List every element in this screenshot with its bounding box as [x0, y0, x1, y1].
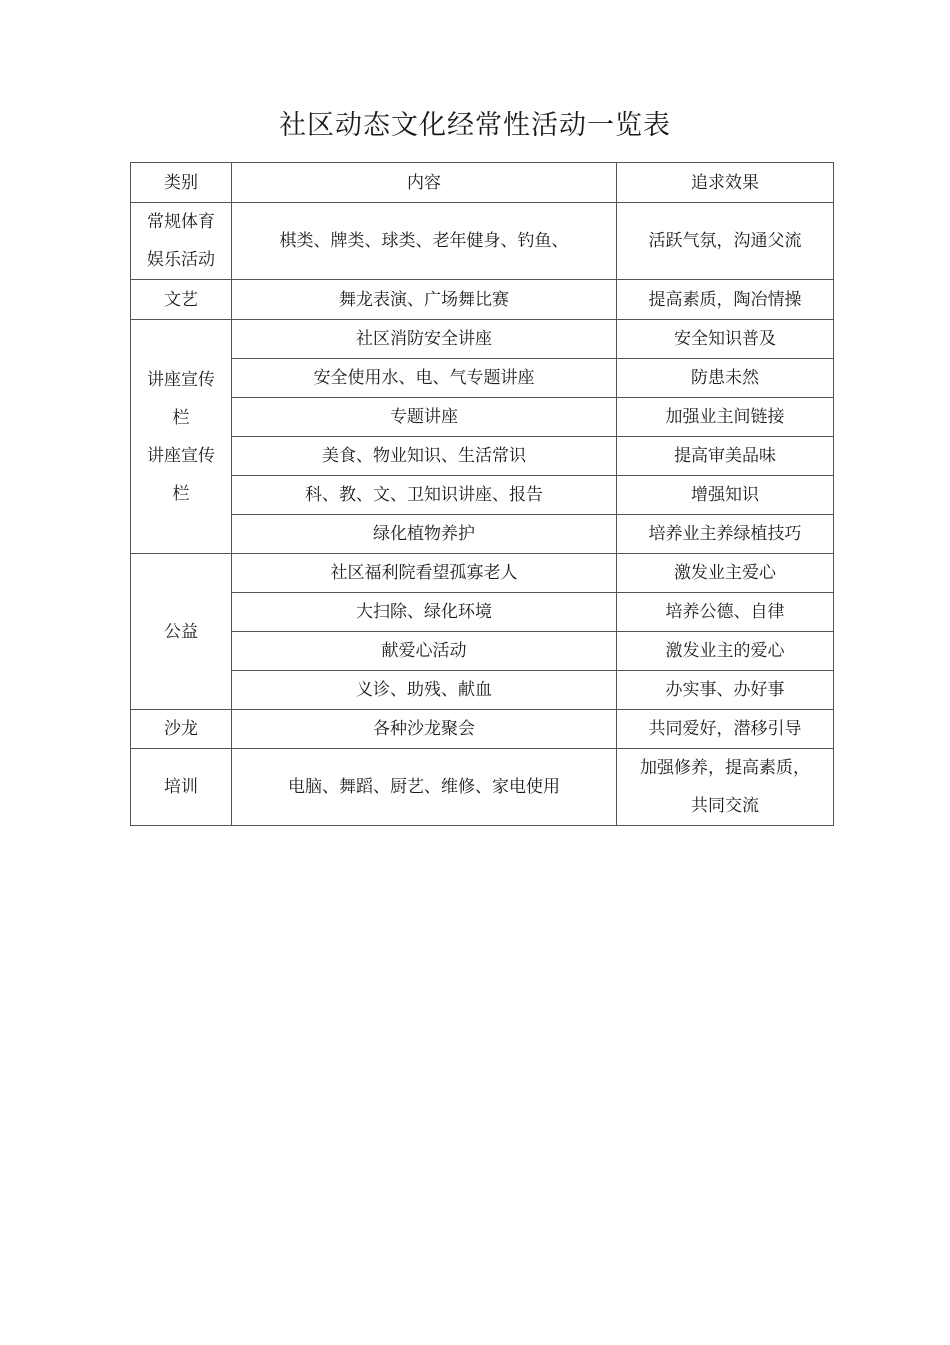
content-cell: 舞龙表演、广场舞比赛 — [232, 280, 617, 320]
table-row — [131, 280, 834, 320]
category-cell — [131, 203, 232, 280]
effect-cell: 共同爱好，潜移引导 — [617, 710, 834, 749]
content-cell: 美食、物业知识、生活常识 — [232, 437, 617, 476]
effect-cell: 安全知识普及 — [617, 320, 834, 359]
table-row — [131, 671, 834, 710]
category-cell: 公益 — [131, 554, 232, 710]
table-row — [131, 593, 834, 632]
category-line: 栏 — [172, 407, 190, 428]
header-effect: 追求效果 — [617, 163, 834, 203]
effect-cell: 激发业主的爱心 — [617, 632, 834, 671]
content-cell: 棋类、牌类、球类、老年健身、钓鱼、 — [232, 203, 617, 280]
content-cell: 专题讲座 — [232, 398, 617, 437]
effect-cell: 加强业主间链接 — [617, 398, 834, 437]
table-row — [131, 203, 834, 280]
table-row — [131, 476, 834, 515]
header-content: 内容 — [232, 163, 617, 203]
header-category: 类别 — [131, 163, 232, 203]
effect-cell: 培养业主养绿植技巧 — [617, 515, 834, 554]
table-row — [131, 710, 834, 749]
activities-table — [130, 162, 834, 826]
content-cell: 安全使用水、电、气专题讲座 — [232, 359, 617, 398]
table-row — [131, 749, 834, 826]
category-line: 常规体育 — [147, 212, 215, 232]
table-row — [131, 359, 834, 398]
category-cell: 文艺 — [131, 280, 232, 320]
category-line: 讲座宣传 — [147, 369, 215, 390]
content-cell: 大扫除、绿化环境 — [232, 593, 617, 632]
content-cell: 电脑、舞蹈、厨艺、维修、家电使用 — [232, 749, 617, 826]
effect-cell: 提高审美品味 — [617, 437, 834, 476]
content-cell: 献爱心活动 — [232, 632, 617, 671]
table-row — [131, 437, 834, 476]
effect-cell: 防患未然 — [617, 359, 834, 398]
effect-cell: 提高素质，陶冶情操 — [617, 280, 834, 320]
table-row — [131, 632, 834, 671]
effect-cell: 激发业主爱心 — [617, 554, 834, 593]
category-cell: 沙龙 — [131, 710, 232, 749]
effect-cell: 培养公德、自律 — [617, 593, 834, 632]
category-line: 讲座宣传 — [147, 445, 215, 466]
effect-cell: 办实事、办好事 — [617, 671, 834, 710]
table-row — [131, 320, 834, 359]
effect-cell: 增强知识 — [617, 476, 834, 515]
table-row — [131, 554, 834, 593]
table-row — [131, 398, 834, 437]
category-cell: 培训 — [131, 749, 232, 826]
page-title: 社区动态文化经常性活动一览表 — [279, 110, 671, 141]
effect-cell: 活跃气氛，沟通父流 — [617, 203, 834, 280]
content-cell: 社区消防安全讲座 — [232, 320, 617, 359]
effect-cell — [617, 749, 834, 826]
content-cell: 绿化植物养护 — [232, 515, 617, 554]
category-line: 娱乐活动 — [147, 250, 215, 270]
effect-line: 加强修养，提高素质， — [640, 758, 810, 778]
table-header-row — [131, 163, 834, 203]
content-cell: 义诊、助残、献血 — [232, 671, 617, 710]
content-cell: 科、教、文、卫知识讲座、报告 — [232, 476, 617, 515]
category-line: 栏 — [172, 483, 190, 504]
content-cell: 社区福利院看望孤寡老人 — [232, 554, 617, 593]
content-cell: 各种沙龙聚会 — [232, 710, 617, 749]
category-cell — [131, 320, 232, 554]
table-row — [131, 515, 834, 554]
effect-line: 共同交流 — [691, 796, 759, 816]
